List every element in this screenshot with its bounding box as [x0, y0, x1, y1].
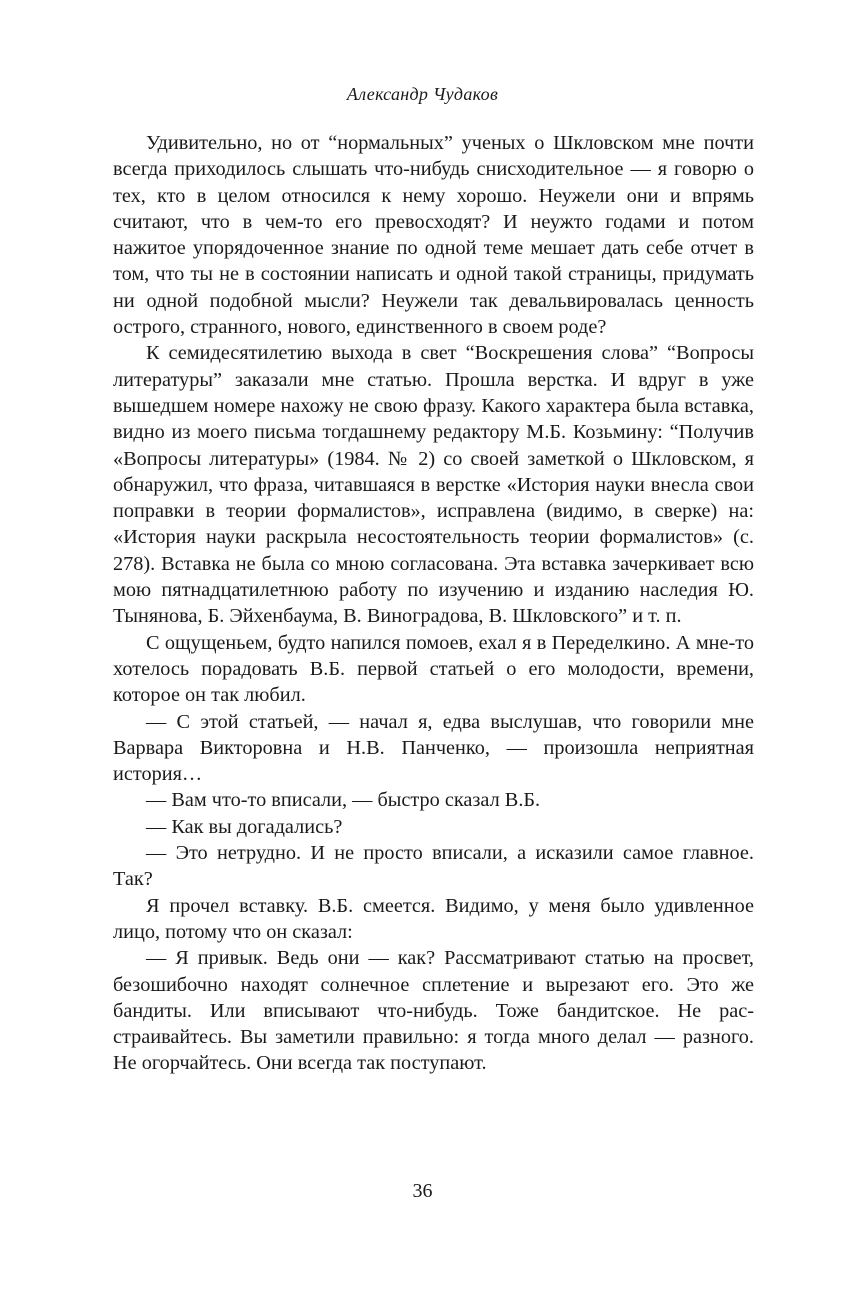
paragraph: С ощущеньем, будто напился помоев, ехал я в Переделкино. А мне-то хотелось порадовать В.Б. первой статьей о его молодости, времени, которое он так любил.	[113, 631, 754, 707]
paragraph: — Я привык. Ведь они — как? Рассматривают статью на просвет, безошибочно находят солнечное сплетение и вырезают его. Это же бандиты. Или вписывают что-нибудь. Тоже бандитское. Не расстраивайтесь. Вы заметили правильно: я тогда много делал — разного. Не огорчайтесь. Они всегда так поступают.	[113, 947, 754, 1075]
paragraph: — Как вы догадались?	[146, 815, 343, 838]
paragraph: Я прочел вставку. В.Б. смеется. Видимо, у меня было удивленное лицо, потому что он сказал:	[113, 894, 754, 943]
main-text	[113, 130, 754, 1077]
paragraph: — Вам что-то вписали, — быстро сказал В.Б.	[146, 789, 541, 812]
paragraph: Удивительно, но от “нормальных” ученых о Шкловском мне почти всегда приходилось слышать что-нибудь снисходительное — я говорю о тех, кто в целом относился к нему хорошо. Неужели они и впрямь считают, что в чем-то его превосходят? И неужто годами и потом нажитое упорядоченное знание по одной теме мешает дать себе отчет в том, что ты не в состоянии написать и одной такой страницы, придумать ни одной подобной мысли? Неужели так девальвировалась ценность острого, странного, нового, единственного в своем роде?	[113, 132, 754, 339]
paragraph: — С этой статьей, — начал я, едва выслушав, что говорили мне Варвара Викторовна и Н.В. Панченко, — произошла неприятная история…	[113, 710, 754, 786]
page-number: 36	[412, 1180, 433, 1202]
paragraph: К семидесятилетию выхода в свет “Воскрешения слова” “Вопросы литературы” заказали мне статью. Прошла верстка. И вдруг в уже вышедшем номере нахожу не свою фразу. Какого характера была вставка, видно из моего письма тогдашнему редактору М.Б. Козьмину: “Получив «Вопросы литературы» (1984. № 2) со своей заметкой о Шкловском, я обнаружил, что фраза, читавшаяся в верстке «История науки внесла свои поправки в теории формалистов», исправлена (видимо, в сверке) на: «История науки раскрыла несостоятельность теории формалистов» (с. 278). Вставка не была со мною согласована. Эта вставка зачеркивает всю мою пятнадцатилетнюю работу по изучению и изданию наследия Ю. Тынянова, Б. Эйхенбаума, В. Виноградова, В. Шкловского” и т. п.	[113, 342, 754, 628]
paragraph: — Это нетрудно. И не просто вписали, а исказили самое главное. Так?	[113, 842, 754, 891]
running-head-author: Александр Чудаков	[346, 84, 499, 104]
